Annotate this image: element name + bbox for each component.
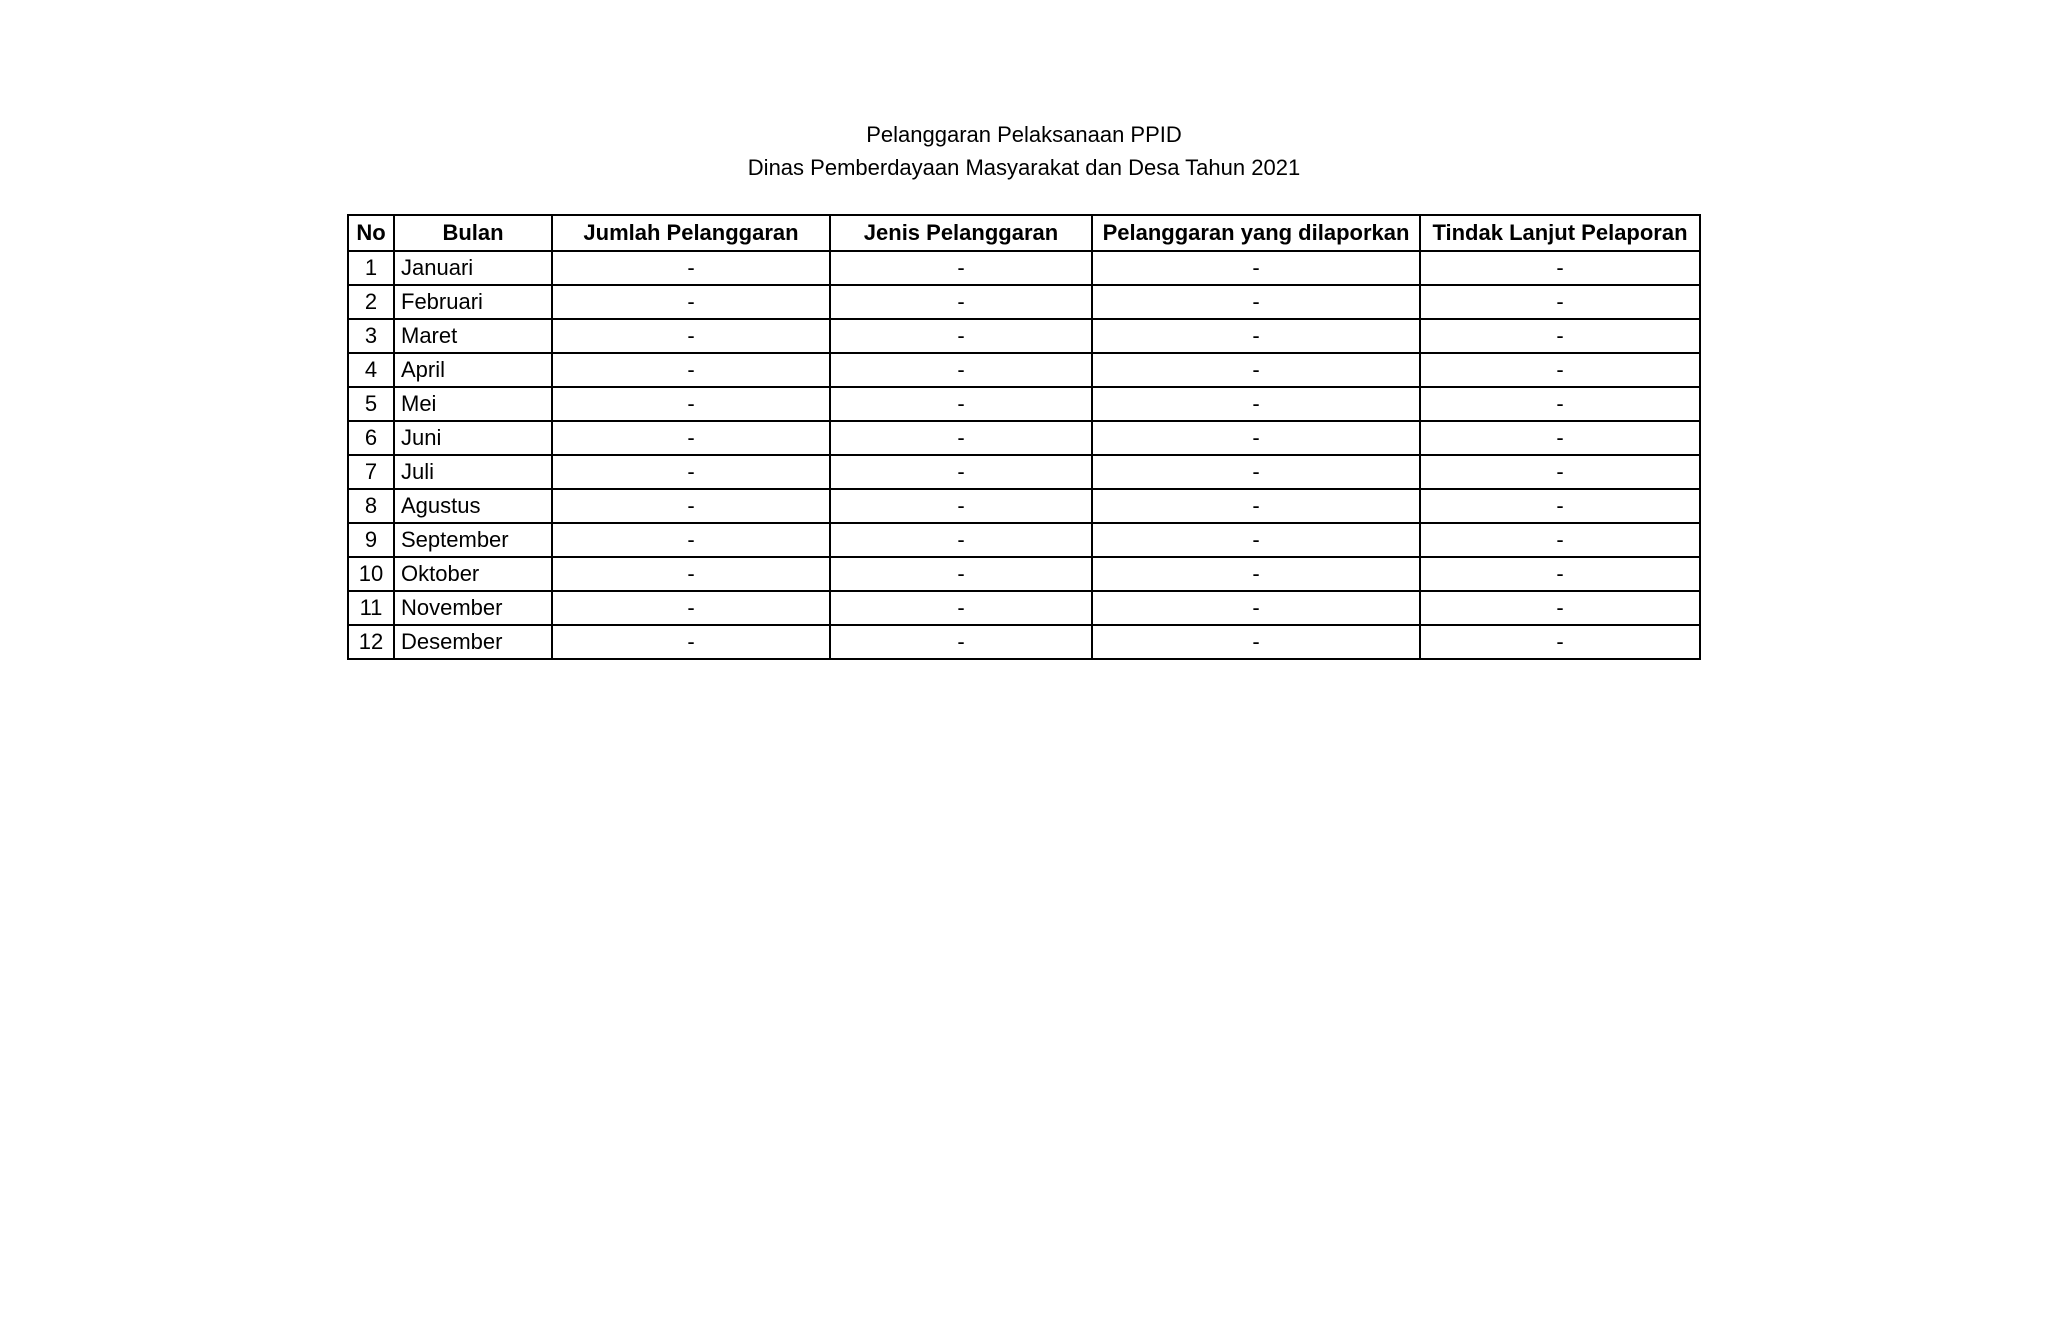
cell-jenis: - [830,625,1092,659]
cell-jenis: - [830,591,1092,625]
document-title [0,0,2048,184]
cell-tindak: - [1420,625,1700,659]
cell-jenis: - [830,557,1092,591]
cell-jenis: - [830,455,1092,489]
cell-bulan: Oktober [394,557,552,591]
col-header-pelanggaran-dilaporkan: Pelanggaran yang dilaporkan [1092,215,1420,251]
table-row [348,489,1700,523]
cell-jenis: - [830,285,1092,319]
table-row [348,285,1700,319]
cell-no: 9 [348,523,394,557]
cell-no: 10 [348,557,394,591]
table-row [348,353,1700,387]
cell-tindak: - [1420,557,1700,591]
cell-bulan: Juli [394,455,552,489]
cell-dilaporkan: - [1092,421,1420,455]
title-line-1: Pelanggaran Pelaksanaan PPID [866,122,1182,147]
cell-no: 12 [348,625,394,659]
cell-jenis: - [830,421,1092,455]
table-row [348,421,1700,455]
table-row [348,625,1700,659]
cell-bulan: November [394,591,552,625]
cell-tindak: - [1420,353,1700,387]
cell-tindak: - [1420,421,1700,455]
col-header-jumlah-pelanggaran: Jumlah Pelanggaran [552,215,830,251]
cell-dilaporkan: - [1092,319,1420,353]
cell-tindak: - [1420,523,1700,557]
cell-tindak: - [1420,591,1700,625]
table-row [348,455,1700,489]
cell-jumlah: - [552,421,830,455]
cell-dilaporkan: - [1092,285,1420,319]
cell-no: 4 [348,353,394,387]
cell-jumlah: - [552,625,830,659]
table-row [348,591,1700,625]
cell-no: 1 [348,251,394,285]
cell-dilaporkan: - [1092,353,1420,387]
cell-dilaporkan: - [1092,625,1420,659]
cell-jenis: - [830,489,1092,523]
cell-jumlah: - [552,353,830,387]
cell-no: 3 [348,319,394,353]
cell-bulan: Januari [394,251,552,285]
cell-jumlah: - [552,455,830,489]
cell-jumlah: - [552,591,830,625]
cell-dilaporkan: - [1092,387,1420,421]
cell-bulan: Maret [394,319,552,353]
cell-bulan: Februari [394,285,552,319]
table-row [348,251,1700,285]
table-row [348,387,1700,421]
cell-jumlah: - [552,523,830,557]
cell-no: 5 [348,387,394,421]
cell-tindak: - [1420,285,1700,319]
cell-no: 2 [348,285,394,319]
title-line-2: Dinas Pemberdayaan Masyarakat dan Desa Tahun 2021 [747,155,1301,180]
cell-tindak: - [1420,387,1700,421]
cell-no: 11 [348,591,394,625]
cell-bulan: Mei [394,387,552,421]
table-row [348,557,1700,591]
cell-jumlah: - [552,387,830,421]
table-row [348,523,1700,557]
cell-dilaporkan: - [1092,557,1420,591]
col-header-bulan: Bulan [394,215,552,251]
cell-bulan: September [394,523,552,557]
cell-jenis: - [830,353,1092,387]
col-header-jenis-pelanggaran: Jenis Pelanggaran [830,215,1092,251]
cell-jumlah: - [552,557,830,591]
cell-jenis: - [830,319,1092,353]
cell-tindak: - [1420,319,1700,353]
cell-no: 8 [348,489,394,523]
col-header-no: No [348,215,394,251]
cell-jumlah: - [552,489,830,523]
cell-jumlah: - [552,319,830,353]
col-header-tindak-lanjut: Tindak Lanjut Pelaporan [1420,215,1700,251]
violations-table [347,214,1701,660]
cell-jumlah: - [552,251,830,285]
cell-jenis: - [830,387,1092,421]
cell-dilaporkan: - [1092,591,1420,625]
cell-dilaporkan: - [1092,251,1420,285]
cell-tindak: - [1420,251,1700,285]
cell-bulan: Desember [394,625,552,659]
cell-tindak: - [1420,455,1700,489]
cell-jenis: - [830,251,1092,285]
cell-no: 6 [348,421,394,455]
cell-bulan: Juni [394,421,552,455]
cell-dilaporkan: - [1092,523,1420,557]
cell-dilaporkan: - [1092,489,1420,523]
cell-dilaporkan: - [1092,455,1420,489]
cell-jenis: - [830,523,1092,557]
table-header-row [348,215,1700,251]
cell-no: 7 [348,455,394,489]
cell-bulan: Agustus [394,489,552,523]
table-row [348,319,1700,353]
cell-tindak: - [1420,489,1700,523]
cell-bulan: April [394,353,552,387]
cell-jumlah: - [552,285,830,319]
